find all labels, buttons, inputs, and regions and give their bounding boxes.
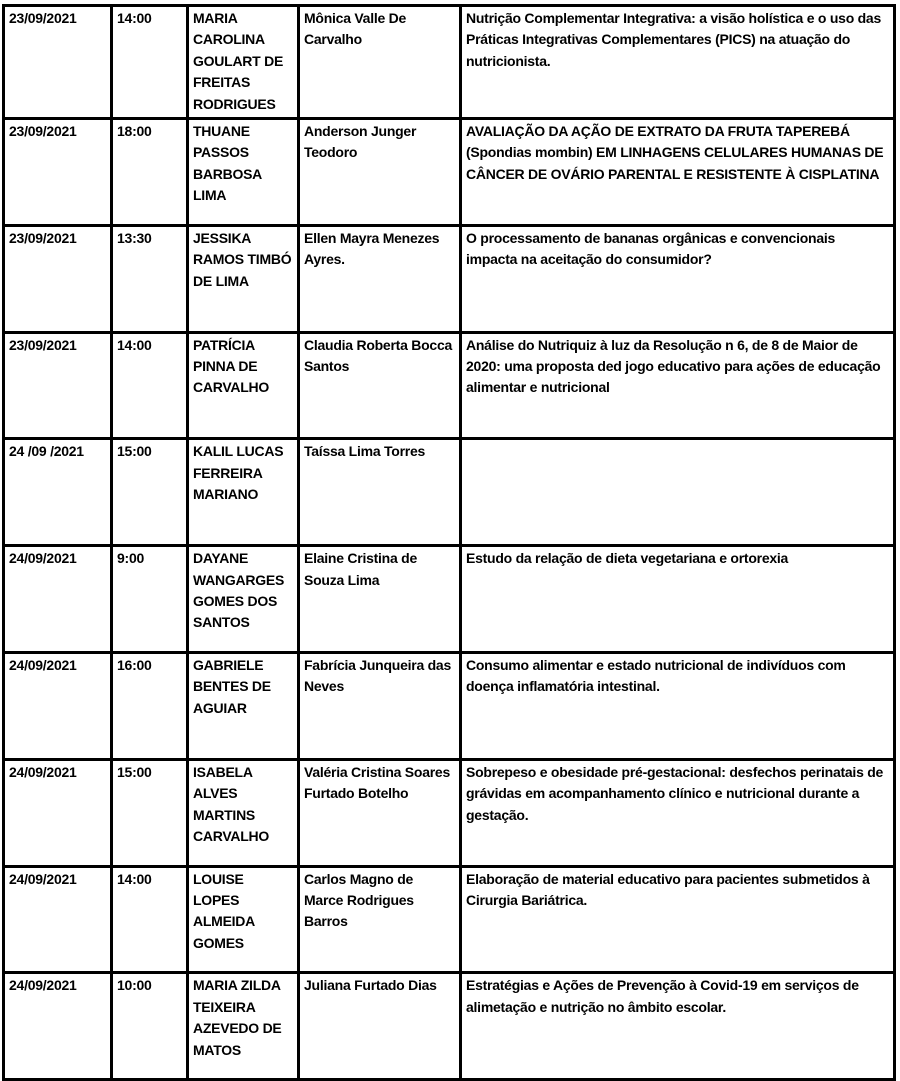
cell-title: Nutrição Complementar Integrativa: a visão holística e o uso das Práticas Integrativas Complementares (PICS) na atuação do nutricionista. <box>461 6 895 119</box>
cell-time: 14:00 <box>112 6 188 119</box>
cell-date: 23/09/2021 <box>4 119 112 226</box>
cell-student: THUANE PASSOS BARBOSA LIMA <box>188 119 299 226</box>
cell-advisor: Elaine Cristina de Souza Lima <box>299 546 461 653</box>
cell-title <box>461 439 895 546</box>
table-row <box>4 439 895 546</box>
table-row <box>4 332 895 439</box>
cell-date: 24/09/2021 <box>4 546 112 653</box>
cell-advisor: Taíssa Lima Torres <box>299 439 461 546</box>
table-row <box>4 653 895 760</box>
cell-title: Elaboração de material educativo para pacientes submetidos à Cirurgia Bariátrica. <box>461 866 895 973</box>
cell-date: 24/09/2021 <box>4 653 112 760</box>
table-row <box>4 866 895 973</box>
cell-time: 18:00 <box>112 119 188 226</box>
cell-student: GABRIELE BENTES DE AGUIAR <box>188 653 299 760</box>
cell-student: ISABELA ALVES MARTINS CARVALHO <box>188 759 299 866</box>
cell-advisor: Juliana Furtado Dias <box>299 973 461 1080</box>
cell-time: 9:00 <box>112 546 188 653</box>
table-row <box>4 119 895 226</box>
cell-date: 23/09/2021 <box>4 225 112 332</box>
cell-advisor: Carlos Magno de Marce Rodrigues Barros <box>299 866 461 973</box>
cell-date: 24/09/2021 <box>4 759 112 866</box>
cell-advisor: Anderson Junger Teodoro <box>299 119 461 226</box>
cell-title: AVALIAÇÃO DA AÇÃO DE EXTRATO DA FRUTA TAPEREBÁ (Spondias mombin) EM LINHAGENS CELULARES HUMANAS DE CÂNCER DE OVÁRIO PARENTAL E RESISTENTE À CISPLATINA <box>461 119 895 226</box>
cell-time: 13:30 <box>112 225 188 332</box>
cell-time: 15:00 <box>112 759 188 866</box>
table-body <box>4 6 895 1080</box>
cell-advisor: Valéria Cristina Soares Furtado Botelho <box>299 759 461 866</box>
cell-time: 15:00 <box>112 439 188 546</box>
cell-advisor: Ellen Mayra Menezes Ayres. <box>299 225 461 332</box>
cell-advisor: Mônica Valle De Carvalho <box>299 6 461 119</box>
cell-student: JESSIKA RAMOS TIMBÓ DE LIMA <box>188 225 299 332</box>
cell-student: LOUISE LOPES ALMEIDA GOMES <box>188 866 299 973</box>
cell-time: 16:00 <box>112 653 188 760</box>
cell-time: 14:00 <box>112 332 188 439</box>
cell-date: 23/09/2021 <box>4 332 112 439</box>
cell-title: Estratégias e Ações de Prevenção à Covid-19 em serviços de alimetação e nutrição no âmbito escolar. <box>461 973 895 1080</box>
cell-student: MARIA ZILDA TEIXEIRA AZEVEDO DE MATOS <box>188 973 299 1080</box>
cell-time: 10:00 <box>112 973 188 1080</box>
cell-advisor: Claudia Roberta Bocca Santos <box>299 332 461 439</box>
cell-title: O processamento de bananas orgânicas e convencionais impacta na aceitação do consumidor? <box>461 225 895 332</box>
cell-date: 24/09/2021 <box>4 866 112 973</box>
table-row <box>4 546 895 653</box>
cell-time: 14:00 <box>112 866 188 973</box>
table-row <box>4 6 895 119</box>
cell-advisor: Fabrícia Junqueira das Neves <box>299 653 461 760</box>
cell-date: 24/09/2021 <box>4 973 112 1080</box>
cell-student: KALIL LUCAS FERREIRA MARIANO <box>188 439 299 546</box>
cell-date: 24 /09 /2021 <box>4 439 112 546</box>
cell-title: Sobrepeso e obesidade pré-gestacional: desfechos perinatais de grávidas em acompanhamento clínico e nutricional durante a gestação. <box>461 759 895 866</box>
cell-title: Estudo da relação de dieta vegetariana e ortorexia <box>461 546 895 653</box>
table-row <box>4 973 895 1080</box>
cell-date: 23/09/2021 <box>4 6 112 119</box>
defense-schedule-table <box>2 4 896 1081</box>
cell-student: DAYANE WANGARGES GOMES DOS SANTOS <box>188 546 299 653</box>
table-row <box>4 225 895 332</box>
cell-student: MARIA CAROLINA GOULART DE FREITAS RODRIGUES <box>188 6 299 119</box>
cell-title: Análise do Nutriquiz à luz da Resolução n 6, de 8 de Maior de 2020: uma proposta ded jogo educativo para ações de educação alimentar e nutricional <box>461 332 895 439</box>
cell-title: Consumo alimentar e estado nutricional de indivíduos com doença inflamatória intestinal. <box>461 653 895 760</box>
table-row <box>4 759 895 866</box>
cell-student: PATRÍCIA PINNA DE CARVALHO <box>188 332 299 439</box>
